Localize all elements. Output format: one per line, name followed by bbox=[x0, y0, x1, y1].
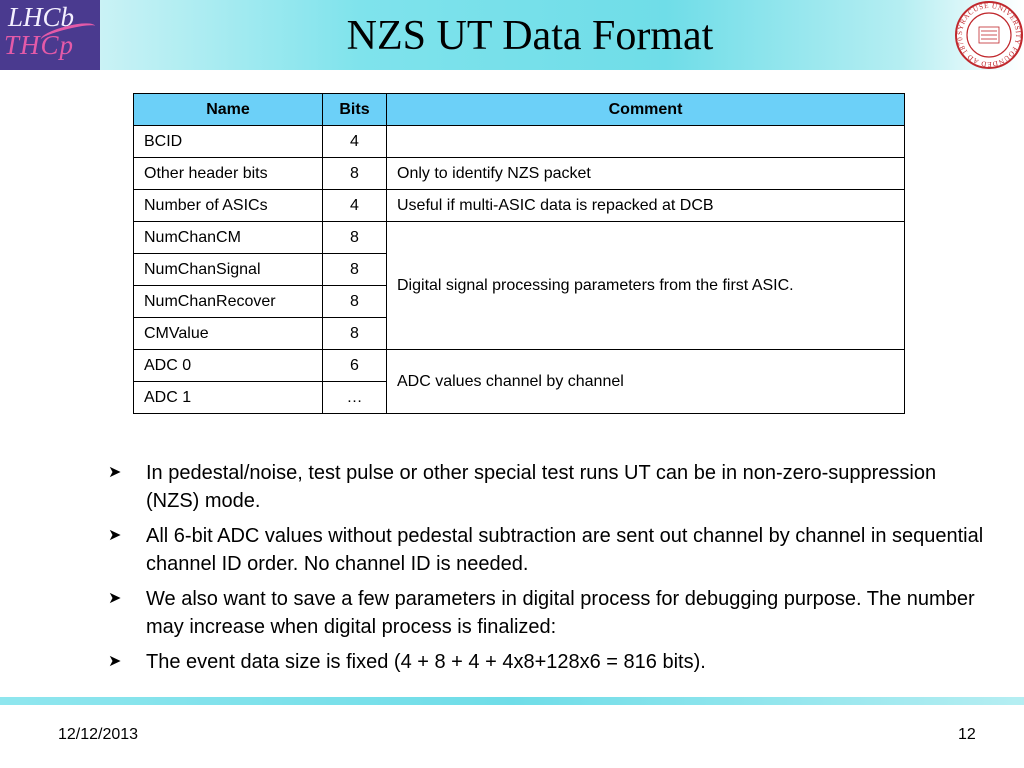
row-name: CMValue bbox=[134, 318, 323, 350]
column-header-name: Name bbox=[134, 94, 323, 126]
bullet-item bbox=[104, 648, 984, 676]
bullet-list bbox=[104, 459, 984, 683]
title-band bbox=[0, 0, 1024, 70]
row-bits: … bbox=[323, 382, 387, 414]
footer-date: 12/12/2013 bbox=[58, 726, 139, 743]
bullet-item bbox=[104, 585, 984, 641]
row-name: ADC 1 bbox=[134, 382, 323, 414]
column-header-bits: Bits bbox=[323, 94, 387, 126]
row-name: NumChanSignal bbox=[134, 254, 323, 286]
row-name: BCID bbox=[134, 126, 323, 158]
seal-text: SYRACUSE UNIVERSITY FOUNDED AD 1870 bbox=[955, 1, 1023, 69]
row-name: NumChanCM bbox=[134, 222, 323, 254]
slide-title: NZS UT Data Format bbox=[346, 13, 714, 59]
bullet-item bbox=[104, 522, 984, 578]
row-comment: Only to identify NZS packet bbox=[387, 158, 905, 190]
table-row bbox=[134, 126, 905, 158]
row-name: Other header bits bbox=[134, 158, 323, 190]
table-row bbox=[134, 222, 905, 254]
column-header-comment: Comment bbox=[387, 94, 905, 126]
row-bits: 8 bbox=[323, 158, 387, 190]
page-number: 12 bbox=[958, 726, 976, 743]
table-row bbox=[134, 158, 905, 190]
data-format-table bbox=[133, 93, 905, 414]
bullet-text: In pedestal/noise, test pulse or other special test runs UT can be in non-zero-suppression (NZS) mode. bbox=[146, 462, 937, 512]
logo-text-top: LHCb bbox=[8, 2, 75, 32]
bullet-text: All 6-bit ADC values without pedestal subtraction are sent out channel by channel in sequential channel ID order. No channel ID is needed. bbox=[146, 525, 984, 575]
row-bits: 4 bbox=[323, 190, 387, 222]
footer-divider bbox=[0, 697, 1024, 705]
row-bits: 8 bbox=[323, 222, 387, 254]
row-bits: 6 bbox=[323, 350, 387, 382]
arrow-bullet-icon: ➤ bbox=[108, 464, 122, 481]
row-comment bbox=[387, 126, 905, 158]
arrow-bullet-icon: ➤ bbox=[108, 527, 122, 544]
row-name: NumChanRecover bbox=[134, 286, 323, 318]
table-row bbox=[134, 350, 905, 382]
bullet-text: We also want to save a few parameters in digital process for debugging purpose. The number may increase when digital process is finalized: bbox=[146, 588, 975, 638]
table-row bbox=[134, 190, 905, 222]
row-bits: 8 bbox=[323, 318, 387, 350]
logo-text-bottom: THCp bbox=[4, 30, 75, 60]
row-bits: 4 bbox=[323, 126, 387, 158]
arrow-bullet-icon: ➤ bbox=[108, 653, 122, 670]
syracuse-seal-icon bbox=[954, 0, 1024, 70]
arrow-bullet-icon: ➤ bbox=[108, 590, 122, 607]
bullet-item bbox=[104, 459, 984, 515]
row-name: Number of ASICs bbox=[134, 190, 323, 222]
row-comment-merged: ADC values channel by channel bbox=[387, 350, 905, 414]
bullet-text: The event data size is fixed (4 + 8 + 4 + 4x8+128x6 = 816 bits). bbox=[146, 651, 706, 673]
table-header-row bbox=[134, 94, 905, 126]
row-bits: 8 bbox=[323, 254, 387, 286]
lhcb-logo bbox=[0, 0, 100, 70]
row-name: ADC 0 bbox=[134, 350, 323, 382]
row-bits: 8 bbox=[323, 286, 387, 318]
row-comment: Useful if multi-ASIC data is repacked at DCB bbox=[387, 190, 905, 222]
row-comment-merged: Digital signal processing parameters from the first ASIC. bbox=[387, 222, 905, 350]
